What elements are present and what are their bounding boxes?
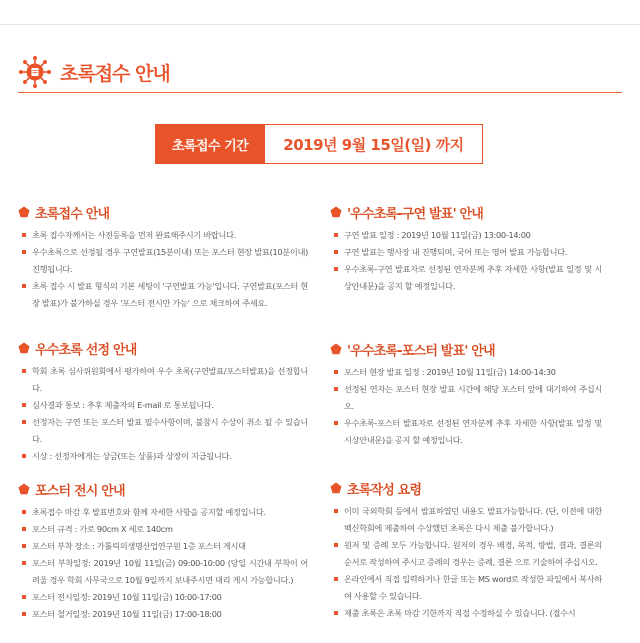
list-item: 초록 접수 시 발표 형식의 기본 세팅이 '구연발표 가능'입니다. 구연발표(포스터 현장 발표)가 불가하실 경우 '포스터 전시만 가능' 으로 체크하여 주세요. — [32, 278, 308, 312]
section-title: 포스터 전시 안내 — [35, 483, 125, 499]
pentagon-icon — [18, 206, 30, 218]
list-item: 구연 발표는 행사장 내 진행되며, 국어 또는 영어 발표 가능합니다. — [344, 244, 602, 261]
pentagon-icon — [330, 343, 342, 355]
list-item: 시상 : 선정자에게는 상금(또는 상품)과 상장이 지급됩니다. — [32, 448, 308, 465]
list-item: 제출 초록은 초록 마감 기한까지 직접 수정하실 수 있습니다. (접수시 — [344, 605, 602, 622]
list-item: 심사결과 통보 : 추후 제출자의 E-mail 로 통보됩니다. — [32, 397, 308, 414]
section-title: 우수초록 선정 안내 — [35, 342, 137, 358]
list-item: 포스터 현장 발표 일정 : 2019년 10월 11일(금) 14:00-14:30 — [344, 364, 602, 381]
list-item: 포스터 부착 장소 : 가톨릭의생명산업연구원 1층 포스터 게시대 — [32, 538, 308, 555]
top-divider — [0, 24, 640, 25]
list-item: 우수초록-구연 발표자로 선정된 연자분께 추후 자세한 사항(발표 일정 및 시상안내문)을 공지 할 예정입니다. — [344, 261, 602, 295]
list-item: 포스터 전시일정: 2019년 10월 11일(금) 10:00-17:00 — [32, 589, 308, 606]
pentagon-icon — [18, 342, 30, 354]
section-title: 초록작성 요령 — [347, 482, 422, 498]
section-oral-presentation — [330, 203, 602, 295]
section-award-selection — [18, 339, 308, 465]
section-poster-display — [18, 480, 308, 623]
list-item: 온라인에서 직접 입력하거나 한글 또는 MS word로 작성한 파일에서 복사하여 사용할 수 있습니다. — [344, 571, 602, 605]
section-poster-presentation — [330, 340, 602, 449]
list-item: 초록 접수자께서는 사전등록을 먼저 완료해주시기 바랍니다. — [32, 227, 308, 244]
pentagon-icon — [330, 206, 342, 218]
section-title: '우수초록-포스터 발표' 안내 — [347, 343, 495, 359]
list-item: 학회 초록 심사위원회에서 평가하여 우수 초록(구연발표/포스터발표)을 선정합니다. — [32, 363, 308, 397]
section-title: 초록접수 안내 — [35, 206, 110, 222]
submission-period-box — [155, 124, 483, 164]
page-title: 초록접수 안내 — [60, 62, 170, 85]
submission-period-label: 초록접수 기간 — [155, 124, 265, 164]
list-item: 포스터 규격 : 가로 90cm X 세로 140cm — [32, 521, 308, 538]
section-writing-guide — [330, 479, 602, 622]
pentagon-icon — [18, 483, 30, 495]
title-underline — [18, 92, 622, 93]
list-item: 원저 및 증례 모두 가능합니다. 원저의 경우 배경, 목적, 방법, 결과, 결론의 순서로 작성하여 주시고 증례의 경우는 증례, 결론 으로 기술하여 주십시오. — [344, 537, 602, 571]
list-item: 선정된 연자는 포스터 현장 발표 시간에 해당 포스터 앞에 대기하여 주십시오. — [344, 381, 602, 415]
section-title: '우수초록-구연 발표' 안내 — [347, 206, 483, 222]
list-item: 포스터 부착일정: 2019년 10월 11일(금) 09:00-10:00 (당일 시간내 부착이 어려울 경우 학회 사무국으로 10월 9일까지 보내주시면 대리 게시 가능합니다.) — [32, 555, 308, 589]
pentagon-icon — [330, 482, 342, 494]
list-item: 우수초록으로 선정될 경우 구연발표(15분이내) 또는 포스터 현장 발표(10분이내) 진행됩니다. — [32, 244, 308, 278]
virus-cell-icon — [18, 55, 52, 89]
list-item: 포스터 철거일정: 2019년 10월 11일(금) 17:00-18:00 — [32, 606, 308, 623]
list-item: 이미 국외학회 등에서 발표하였던 내용도 발표가능합니다. (단, 이전에 대한백신학회에 제출하여 수상했던 초록은 다시 제출 불가합니다.) — [344, 503, 602, 537]
list-item: 구연 발표 일정 : 2019년 10월 11일(금) 13:00-14:00 — [344, 227, 602, 244]
list-item: 우수초록-포스터 발표자로 선정된 연자분께 추후 자세한 사항(발표 일정 및 시상안내문)을 공지 할 예정입니다. — [344, 415, 602, 449]
section-abstract-guide — [18, 203, 308, 312]
page-header — [18, 55, 170, 89]
list-item: 초록접수 마감 후 발표번호와 함께 자세한 사항을 공지할 예정입니다. — [32, 504, 308, 521]
list-item: 선정자는 구연 또는 포스터 발표 필수사항이며, 불참시 수상이 취소 될 수 있습니다. — [32, 414, 308, 448]
submission-period-value: 2019년 9월 15일(일) 까지 — [265, 124, 483, 164]
